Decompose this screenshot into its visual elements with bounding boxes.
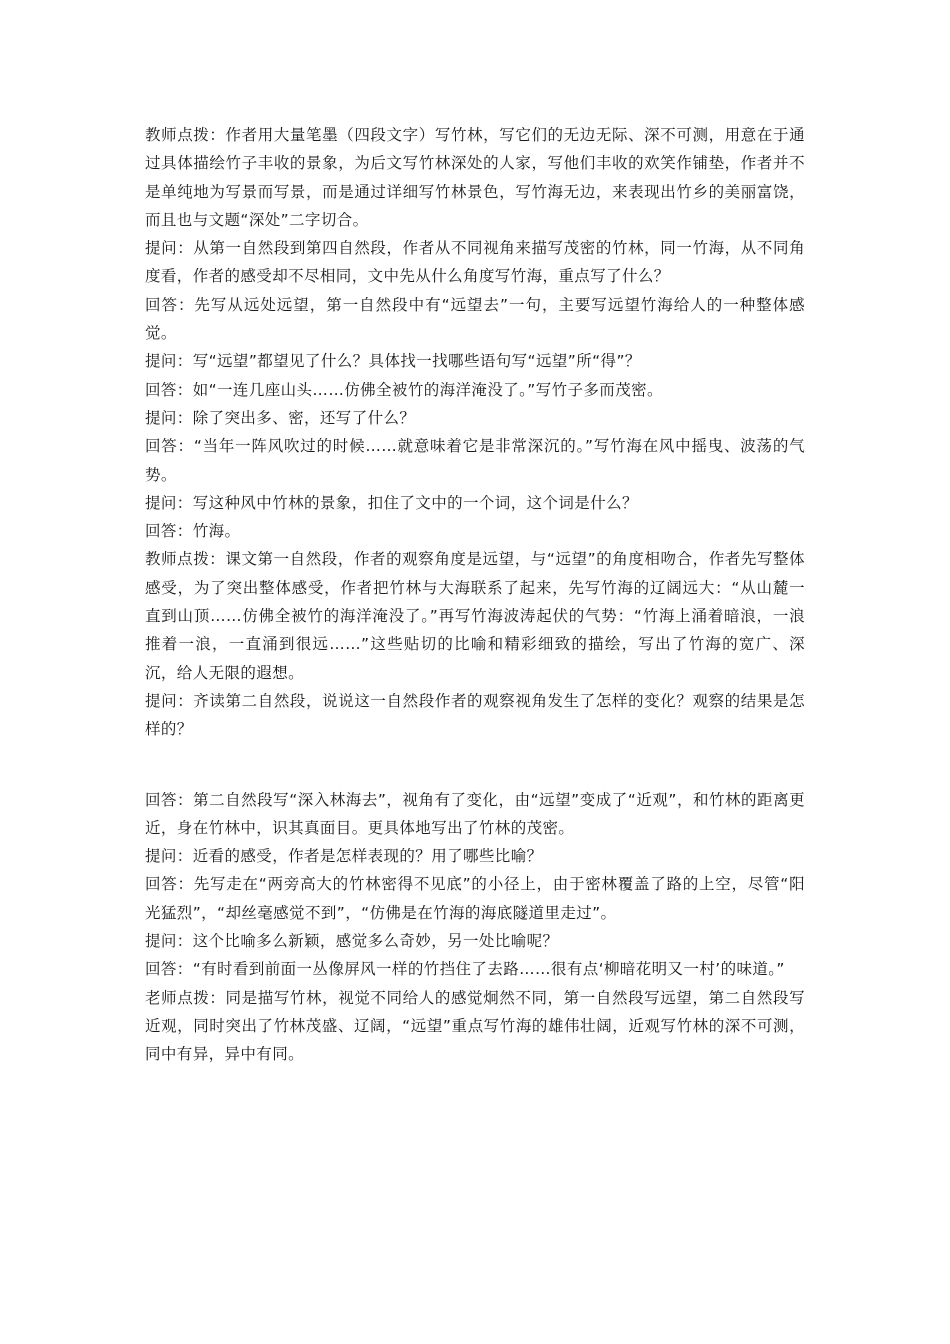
paragraph-question-6: 提问：近看的感受，作者是怎样表现的？用了哪些比喻？: [145, 847, 543, 866]
paragraph-teacher-note-1: 教师点拨：作者用大量笔墨（四段文字）写竹林，写它们的无边无际、深不可测，用意在于通过具体描绘竹子丰收的景象，为后文写竹林深处的人家，写他们丰收的欢笑作铺垫，作者并不是单纯地为写景而写景，而是通过详细写竹林景色，写竹海无边，来表现出竹乡的美丽富饶，而且也与文题“深处”二字切合。: [145, 126, 805, 229]
paragraph-answer-5: 回答：第二自然段写“深入林海去”，视角有了变化，由“远望”变成了“近观”，和竹林的距离更近，身在竹林中，识其真面目。更具体地写出了竹林的茂密。: [145, 790, 805, 837]
paragraph-answer-7: 回答：“有时看到前面一丛像屏风一样的竹挡住了去路……很有点‘柳暗花明又一村’的味道。”: [145, 960, 785, 979]
paragraph-question-3: 提问：除了突出多、密，还写了什么？: [145, 408, 416, 427]
paragraph-teacher-note-2: 教师点拨：课文第一自然段，作者的观察角度是远望，与“远望”的角度相吻合，作者先写整体感受，为了突出整体感受，作者把竹林与大海联系了起来，先写竹海的辽阔远大：“从山麓一直到山顶……仿佛全被竹的海洋淹没了。”再写竹海波涛起伏的气势：“竹海上涌着暗浪，一浪推着一浪，一直涌到很远……”这些贴切的比喻和精彩细致的描绘，写出了竹海的宽广、深沉，给人无限的遐想。: [145, 550, 805, 682]
paragraph-answer-1: 回答：先写从远处远望，第一自然段中有“远望去”一句，主要写远望竹海给人的一种整体感觉。: [145, 295, 805, 343]
paragraph-question-5: 提问：齐读第二自然段，说说这一自然段作者的观察视角发生了怎样的变化？观察的结果是怎样的？: [145, 691, 805, 739]
paragraph-answer-4: 回答：竹海。: [145, 522, 241, 541]
paragraph-question-4: 提问：写这种风中竹林的景象，扣住了文中的一个词，这个词是什么？: [145, 493, 638, 512]
paragraph-teacher-note-3: 老师点拨：同是描写竹林，视觉不同给人的感觉炯然不同，第一自然段写远望，第二自然段写近观，同时突出了竹林茂盛、辽阔，“远望”重点写竹海的雄伟壮阔，近观写竹林的深不可测，同中有异，异中有同。: [145, 988, 805, 1064]
document-body: [145, 121, 805, 1069]
section-gap: [145, 744, 805, 786]
paragraph-answer-6: 回答：先写走在“两旁高大的竹林密得不见底”的小径上，由于密林覆盖了路的上空，尽管“阳光猛烈”，“却丝毫感觉不到”，“仿佛是在竹海的海底隧道里走过”。: [145, 875, 805, 922]
paragraph-answer-3: 回答：“当年一阵风吹过的时候……就意味着它是非常深沉的。”写竹海在风中摇曳、波荡的气势。: [145, 437, 805, 484]
paragraph-question-7: 提问：这个比喻多么新颖，感觉多么奇妙，另一处比喻呢？: [145, 932, 559, 951]
paragraph-answer-2: 回答：如“一连几座山头……仿佛全被竹的海洋淹没了。”写竹子多而茂密。: [145, 380, 663, 399]
paragraph-question-1: 提问：从第一自然段到第四自然段，作者从不同视角来描写茂密的竹林，同一竹海，从不同角度看，作者的感受却不尽相同，文中先从什么角度写竹海，重点写了什么？: [145, 239, 805, 286]
paragraph-question-2: 提问：写“远望”都望见了什么？具体找一找哪些语句写“远望”所“得”？: [145, 352, 641, 371]
